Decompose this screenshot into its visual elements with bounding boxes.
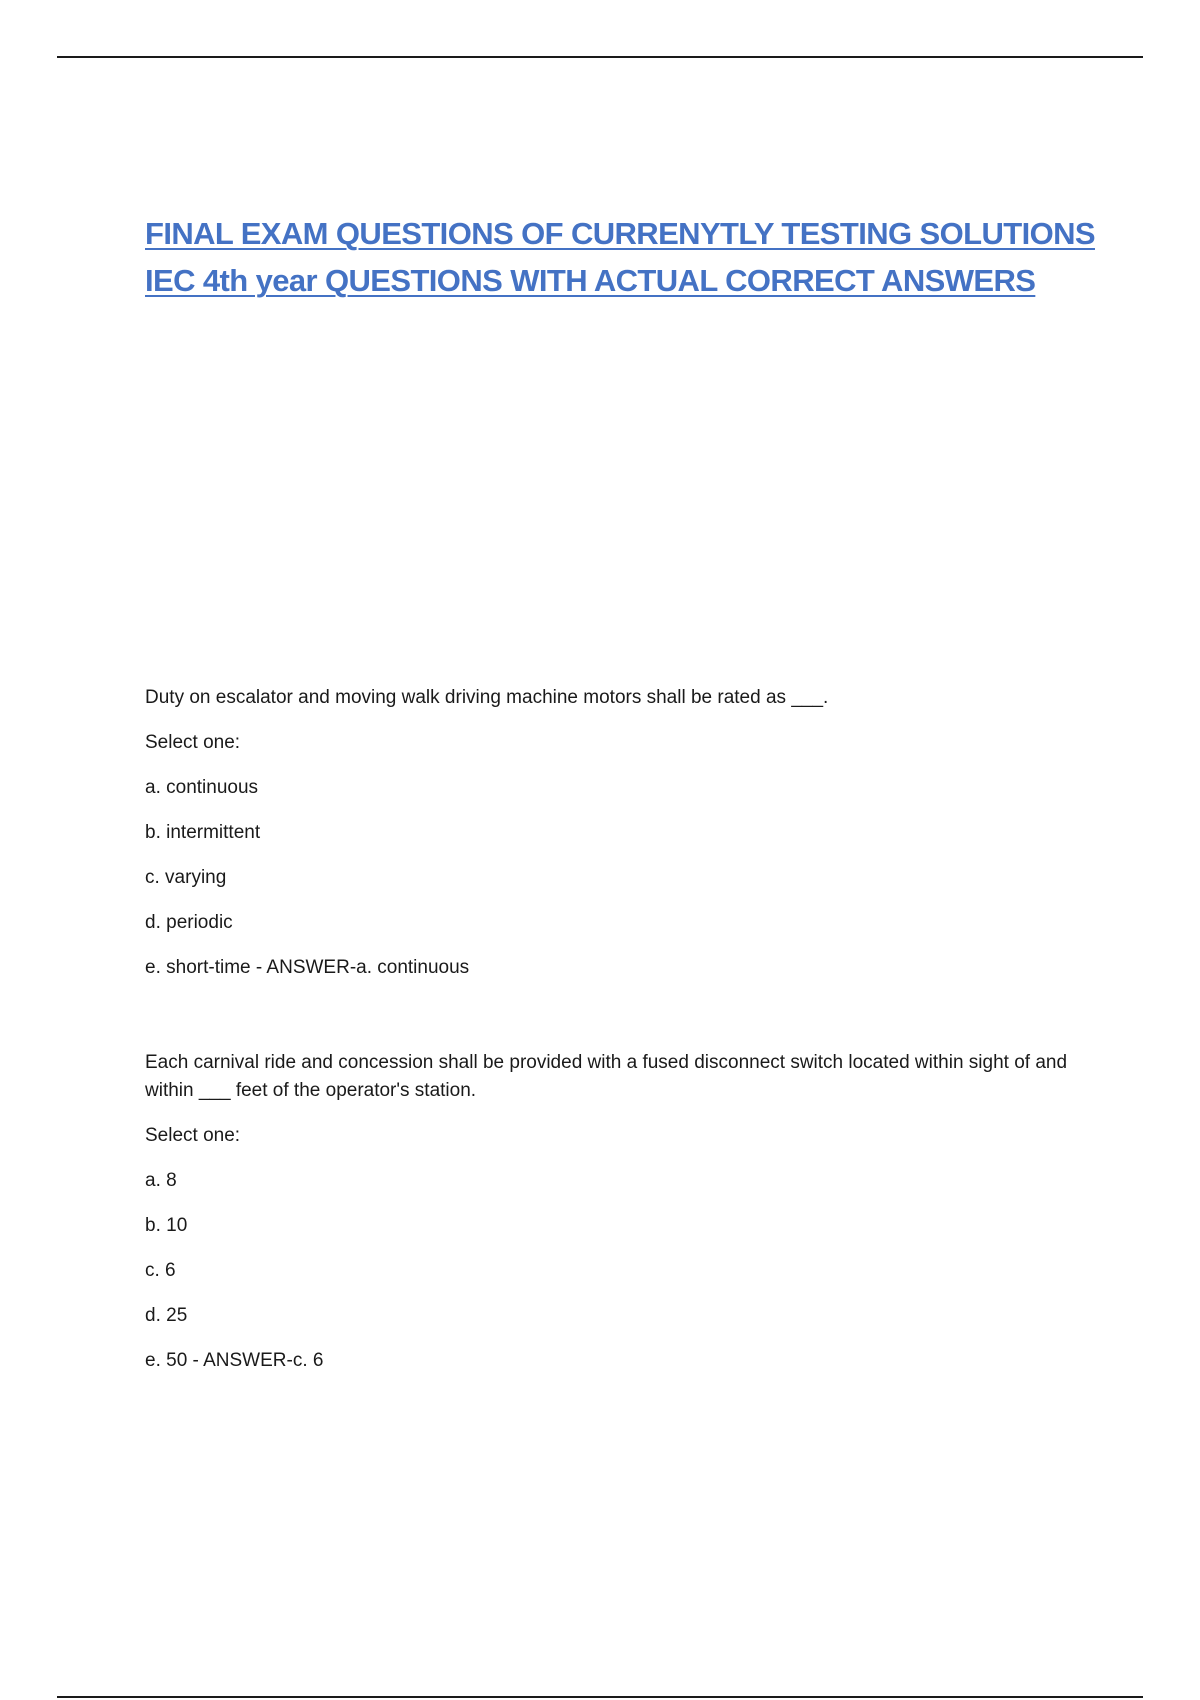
option-c: c. varying — [145, 867, 227, 888]
option-e-with-answer: e. 50 - ANSWER-c. 6 — [145, 1350, 324, 1371]
option-list — [145, 1167, 1085, 1375]
title-line-2: IEC 4th year QUESTIONS WITH ACTUAL CORRECT ANSWERS — [145, 263, 1036, 298]
top-rule — [57, 56, 1143, 58]
document-title — [145, 210, 1105, 304]
question-1 — [145, 684, 1085, 999]
question-stem: Each carnival ride and concession shall be provided with a fused disconnect switch located within sight of and within ___ feet of the operator's station. — [145, 1052, 1068, 1101]
option-list — [145, 774, 1085, 982]
option-a: a. continuous — [145, 777, 259, 798]
question-stem: Duty on escalator and moving walk driving machine motors shall be rated as ___. — [145, 687, 829, 708]
option-c: c. 6 — [145, 1260, 176, 1281]
option-b: b. 10 — [145, 1215, 188, 1236]
option-b: b. intermittent — [145, 822, 261, 843]
option-d: d. 25 — [145, 1305, 188, 1326]
title-line-1: FINAL EXAM QUESTIONS OF CURRENYTLY TESTING SOLUTIONS — [145, 216, 1095, 251]
bottom-rule — [57, 1696, 1143, 1698]
question-2 — [145, 1049, 1085, 1392]
option-d: d. periodic — [145, 912, 233, 933]
select-one-label: Select one: — [145, 1125, 241, 1146]
option-a: a. 8 — [145, 1170, 177, 1191]
option-e-with-answer: e. short-time - ANSWER-a. continuous — [145, 957, 470, 978]
select-one-label: Select one: — [145, 732, 241, 753]
